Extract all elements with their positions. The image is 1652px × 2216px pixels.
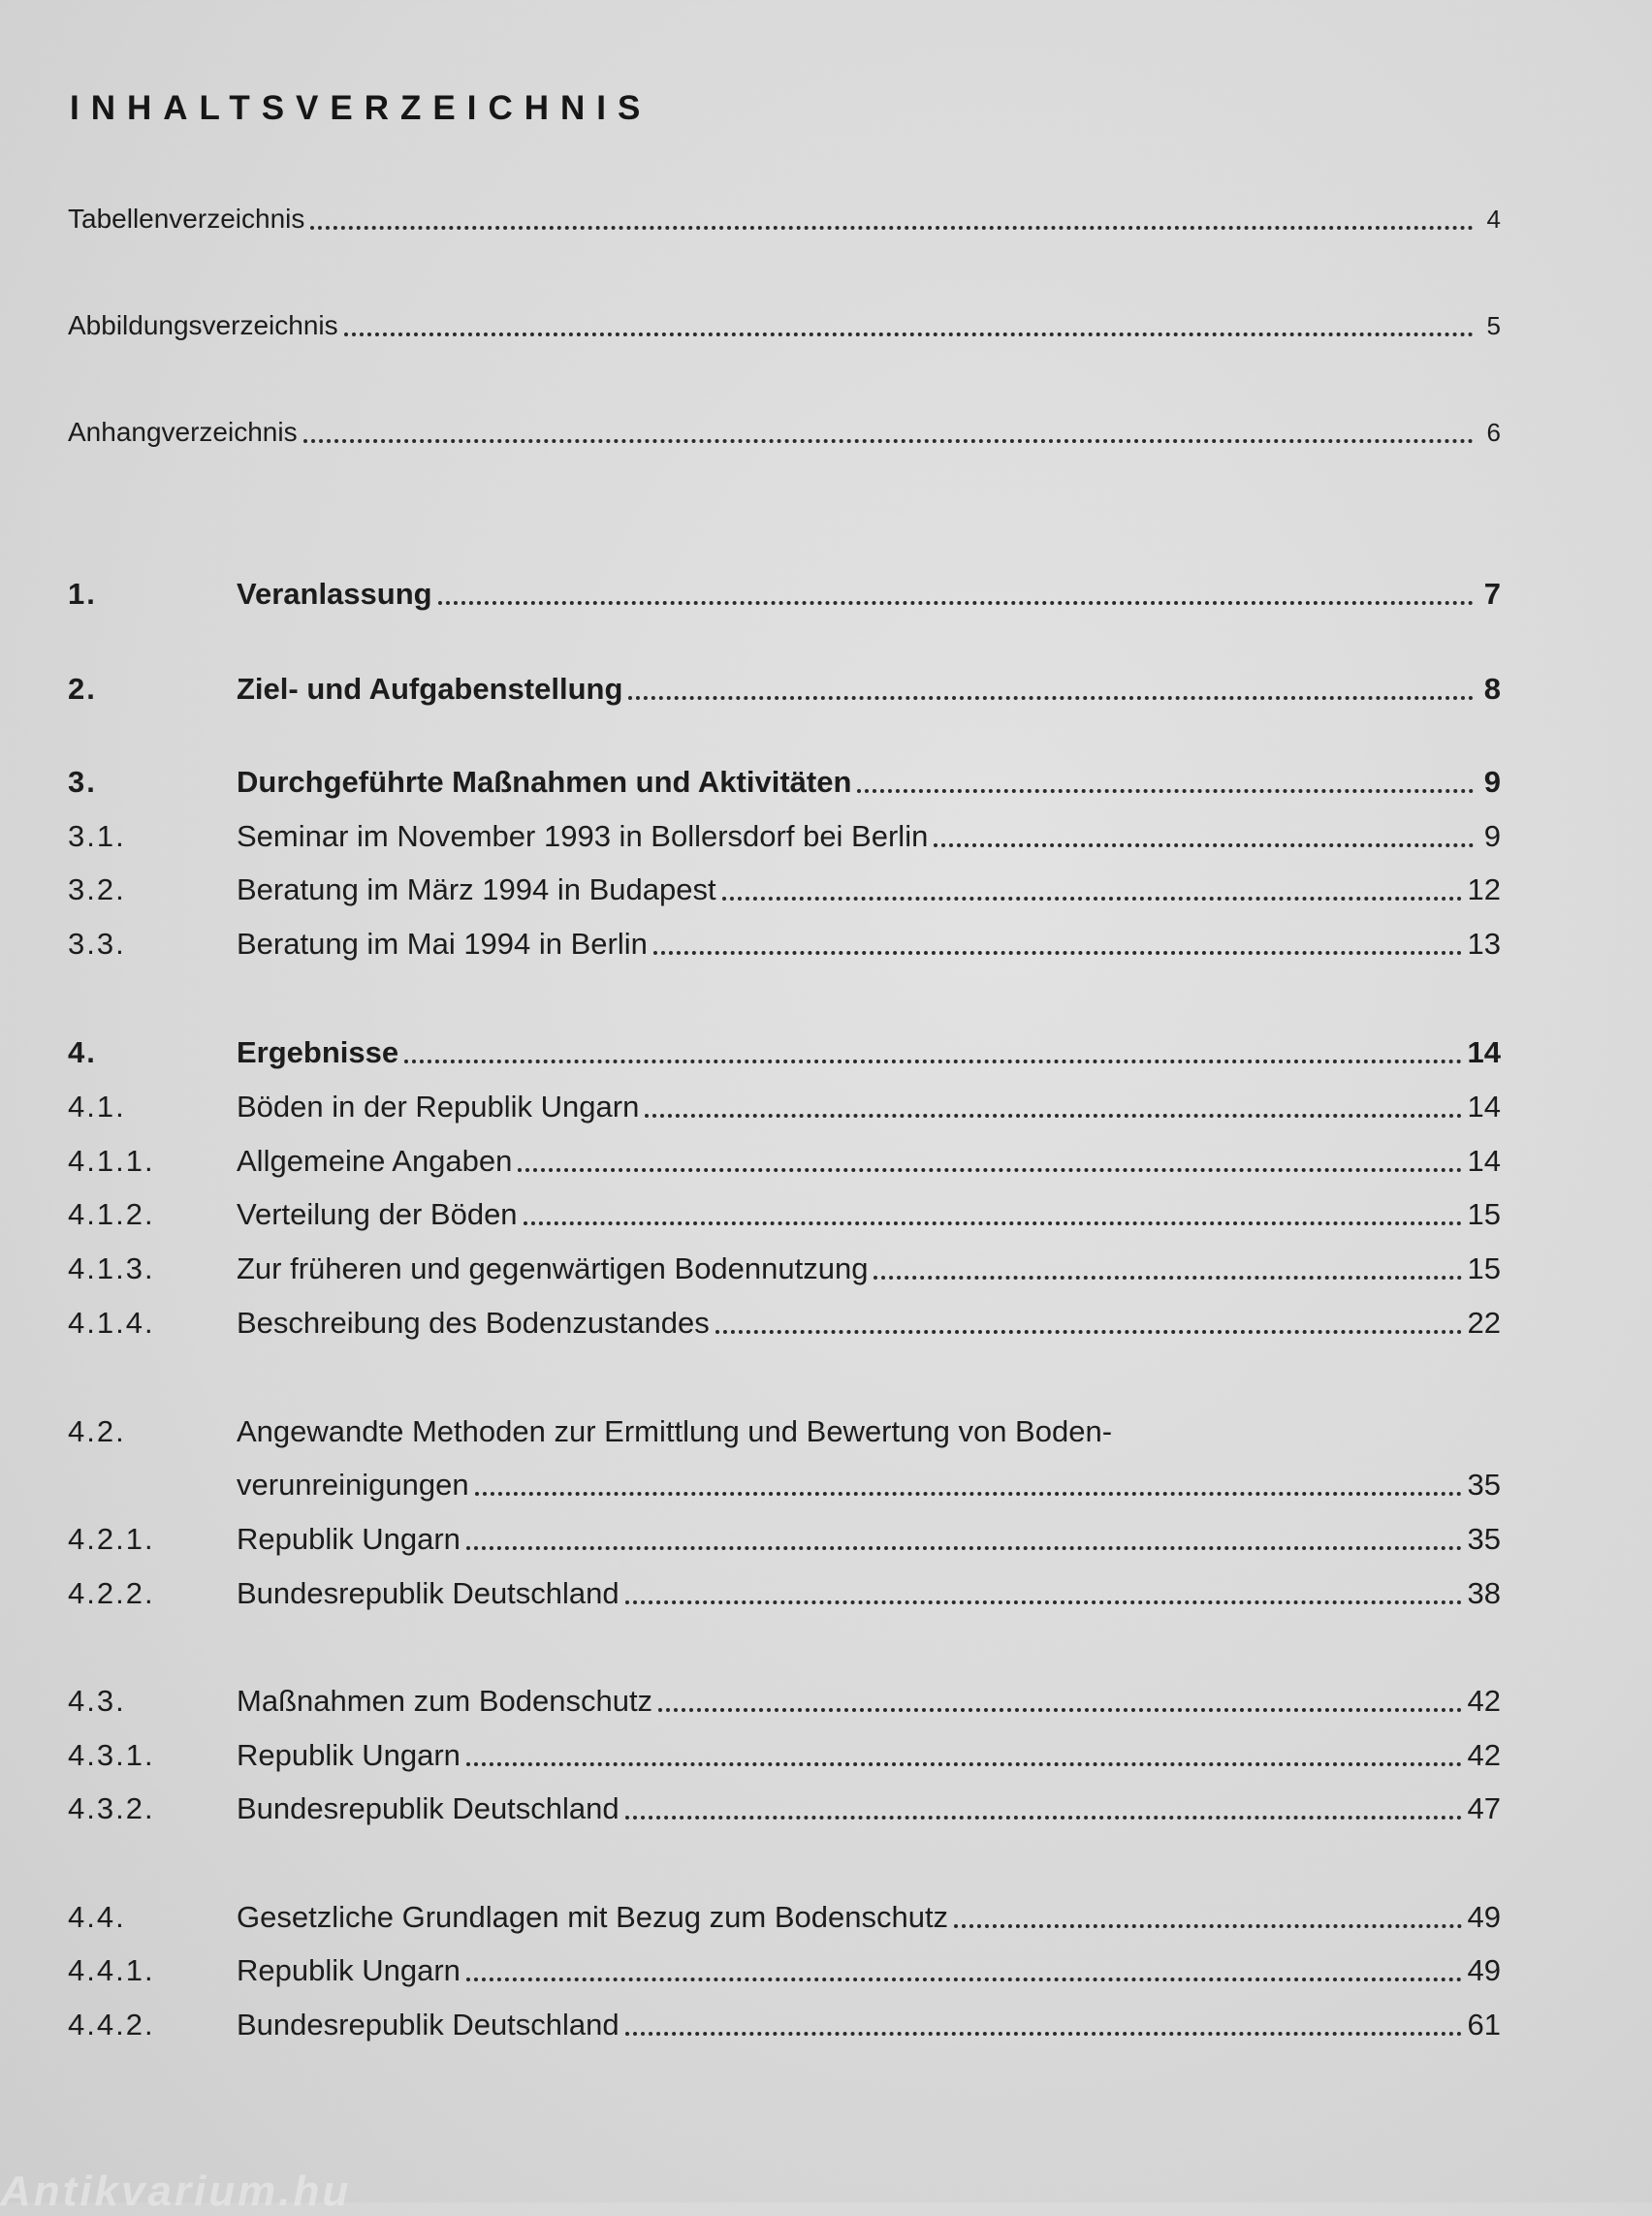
toc-page: 9 — [1483, 765, 1501, 799]
toc-number: 4.4.2. — [68, 2008, 155, 2042]
dot-leader — [310, 226, 1474, 230]
dot-leader — [344, 332, 1474, 336]
toc-front-tabellen — [68, 194, 1501, 238]
toc-title: Allgemeine Angaben — [237, 1144, 513, 1178]
watermark: Antikvarium.hu — [0, 2168, 352, 2215]
toc-entry — [68, 1244, 1501, 1288]
toc-page: 47 — [1467, 1791, 1501, 1825]
toc-page: 38 — [1467, 1576, 1501, 1610]
dot-leader — [404, 1060, 1461, 1063]
toc-page: 7 — [1483, 577, 1501, 611]
toc-entry — [68, 1082, 1501, 1126]
toc-page: 49 — [1467, 1900, 1501, 1934]
toc-entry — [68, 1946, 1501, 1990]
toc-entry-continuation — [237, 1460, 1501, 1504]
toc-entry — [68, 919, 1501, 964]
toc-page: 15 — [1467, 1251, 1501, 1285]
toc-number: 4.1.1. — [68, 1144, 155, 1178]
toc-title: Bundesrepublik Deutschland — [237, 1576, 620, 1610]
toc-page: 35 — [1467, 1468, 1501, 1502]
toc-title: Durchgeführte Maßnahmen und Aktivitäten — [237, 765, 852, 799]
toc-entry — [68, 1676, 1501, 1721]
toc-entry — [68, 1892, 1501, 1937]
toc-title: Böden in der Republik Ungarn — [237, 1090, 640, 1124]
toc-page: 35 — [1467, 1522, 1501, 1556]
toc-page: 12 — [1467, 872, 1501, 906]
toc-page: 13 — [1467, 927, 1501, 961]
toc-front-anhang — [68, 407, 1501, 452]
toc-number: 4.2.2. — [68, 1576, 155, 1610]
toc-title: Seminar im November 1993 in Bollersdorf bei Berlin — [237, 819, 929, 853]
toc-entry — [68, 1298, 1501, 1343]
toc-title: Veranlassung — [237, 577, 432, 611]
toc-number: 3.2. — [68, 872, 126, 906]
toc-entry — [68, 1568, 1501, 1613]
toc-title: Abbildungsverzeichnis — [68, 310, 338, 340]
dot-leader — [625, 1816, 1462, 1820]
toc-number: 2. — [68, 672, 97, 706]
toc-page: 42 — [1467, 1738, 1501, 1772]
toc-title: Gesetzliche Grundlagen mit Bezug zum Bodenschutz — [237, 1900, 949, 1934]
dot-leader — [857, 789, 1474, 793]
toc-page: 42 — [1467, 1684, 1501, 1718]
dot-leader — [934, 843, 1474, 847]
toc-entry — [68, 2000, 1501, 2044]
toc-entry — [68, 811, 1501, 856]
toc-title: Republik Ungarn — [237, 1953, 461, 1987]
dot-leader — [524, 1221, 1462, 1225]
toc-page: 5 — [1486, 311, 1501, 340]
toc-number: 4.4.1. — [68, 1953, 155, 1987]
dot-leader — [645, 1114, 1461, 1118]
toc-page: 61 — [1467, 2008, 1501, 2042]
dot-leader — [475, 1492, 1462, 1496]
dot-leader — [625, 1600, 1462, 1604]
toc-entry — [68, 1514, 1501, 1559]
toc-number: 4.3. — [68, 1684, 126, 1718]
toc-entry — [68, 1028, 1501, 1072]
toc-title: Republik Ungarn — [237, 1522, 461, 1556]
toc-title: Verteilung der Böden — [237, 1197, 518, 1231]
toc-page: 8 — [1483, 672, 1501, 706]
toc-page: 9 — [1483, 819, 1501, 853]
toc-entry — [68, 1189, 1501, 1234]
dot-leader — [466, 1762, 1462, 1766]
toc-page: 4 — [1486, 205, 1501, 234]
toc-number: 1. — [68, 577, 97, 611]
page-title: INHALTSVERZEICHNIS — [70, 89, 652, 127]
dot-leader — [715, 1330, 1462, 1334]
toc-title: Anhangverzeichnis — [68, 417, 298, 447]
toc-number: 3.1. — [68, 819, 126, 853]
dot-leader — [658, 1708, 1461, 1712]
toc-number: 4. — [68, 1035, 97, 1069]
toc-number: 4.4. — [68, 1900, 126, 1934]
toc-front-abbildungen — [68, 301, 1501, 345]
toc-number: 4.2. — [68, 1414, 126, 1448]
toc-entry — [68, 1407, 1501, 1451]
toc-entry — [68, 1784, 1501, 1828]
toc-title: Beratung im Mai 1994 in Berlin — [237, 927, 648, 961]
toc-entry — [68, 1730, 1501, 1775]
toc-page: 15 — [1467, 1197, 1501, 1231]
dot-leader — [466, 1546, 1462, 1550]
toc-number: 4.1.2. — [68, 1197, 155, 1231]
dot-leader — [722, 897, 1462, 901]
toc-title: Angewandte Methoden zur Ermittlung und Bewertung von Boden- — [237, 1414, 1113, 1448]
toc-page: 14 — [1467, 1144, 1501, 1178]
dot-leader — [466, 1978, 1462, 1981]
toc-title: Tabellenverzeichnis — [68, 204, 305, 234]
toc-number: 4.1. — [68, 1090, 126, 1124]
toc-number: 4.1.3. — [68, 1251, 155, 1285]
dot-leader — [954, 1924, 1461, 1928]
toc-title-continuation: verunreinigungen — [237, 1468, 469, 1502]
toc-number: 4.3.1. — [68, 1738, 155, 1772]
toc-title: Zur früheren und gegenwärtigen Bodennutzung — [237, 1251, 869, 1285]
toc-entry — [68, 664, 1501, 709]
toc-entry — [68, 1136, 1501, 1181]
toc-page: 22 — [1467, 1306, 1501, 1340]
toc-title: Beratung im März 1994 in Budapest — [237, 872, 716, 906]
toc-entry — [68, 569, 1501, 614]
toc-title: Republik Ungarn — [237, 1738, 461, 1772]
dot-leader — [653, 951, 1462, 955]
toc-number: 4.1.4. — [68, 1306, 155, 1340]
dot-leader — [625, 2032, 1462, 2036]
toc-page: 49 — [1467, 1953, 1501, 1987]
toc-page: 14 — [1467, 1090, 1501, 1124]
dot-leader — [438, 601, 1474, 605]
toc-number: 3. — [68, 765, 97, 799]
toc-number: 4.3.2. — [68, 1791, 155, 1825]
toc-title: Ergebnisse — [237, 1035, 399, 1069]
toc-page: 14 — [1467, 1035, 1501, 1069]
toc-title: Maßnahmen zum Bodenschutz — [237, 1684, 653, 1718]
dot-leader — [303, 439, 1474, 443]
toc-page: 6 — [1486, 418, 1501, 447]
dot-leader — [518, 1168, 1461, 1172]
toc-title: Ziel- und Aufgabenstellung — [237, 672, 623, 706]
toc-entry — [68, 757, 1501, 802]
toc-title: Beschreibung des Bodenzustandes — [237, 1306, 710, 1340]
toc-title: Bundesrepublik Deutschland — [237, 1791, 620, 1825]
dot-leader — [874, 1276, 1461, 1280]
dot-leader — [628, 696, 1474, 700]
toc-number: 4.2.1. — [68, 1522, 155, 1556]
toc-title: Bundesrepublik Deutschland — [237, 2008, 620, 2042]
toc-entry — [68, 865, 1501, 909]
toc-number: 3.3. — [68, 927, 126, 961]
